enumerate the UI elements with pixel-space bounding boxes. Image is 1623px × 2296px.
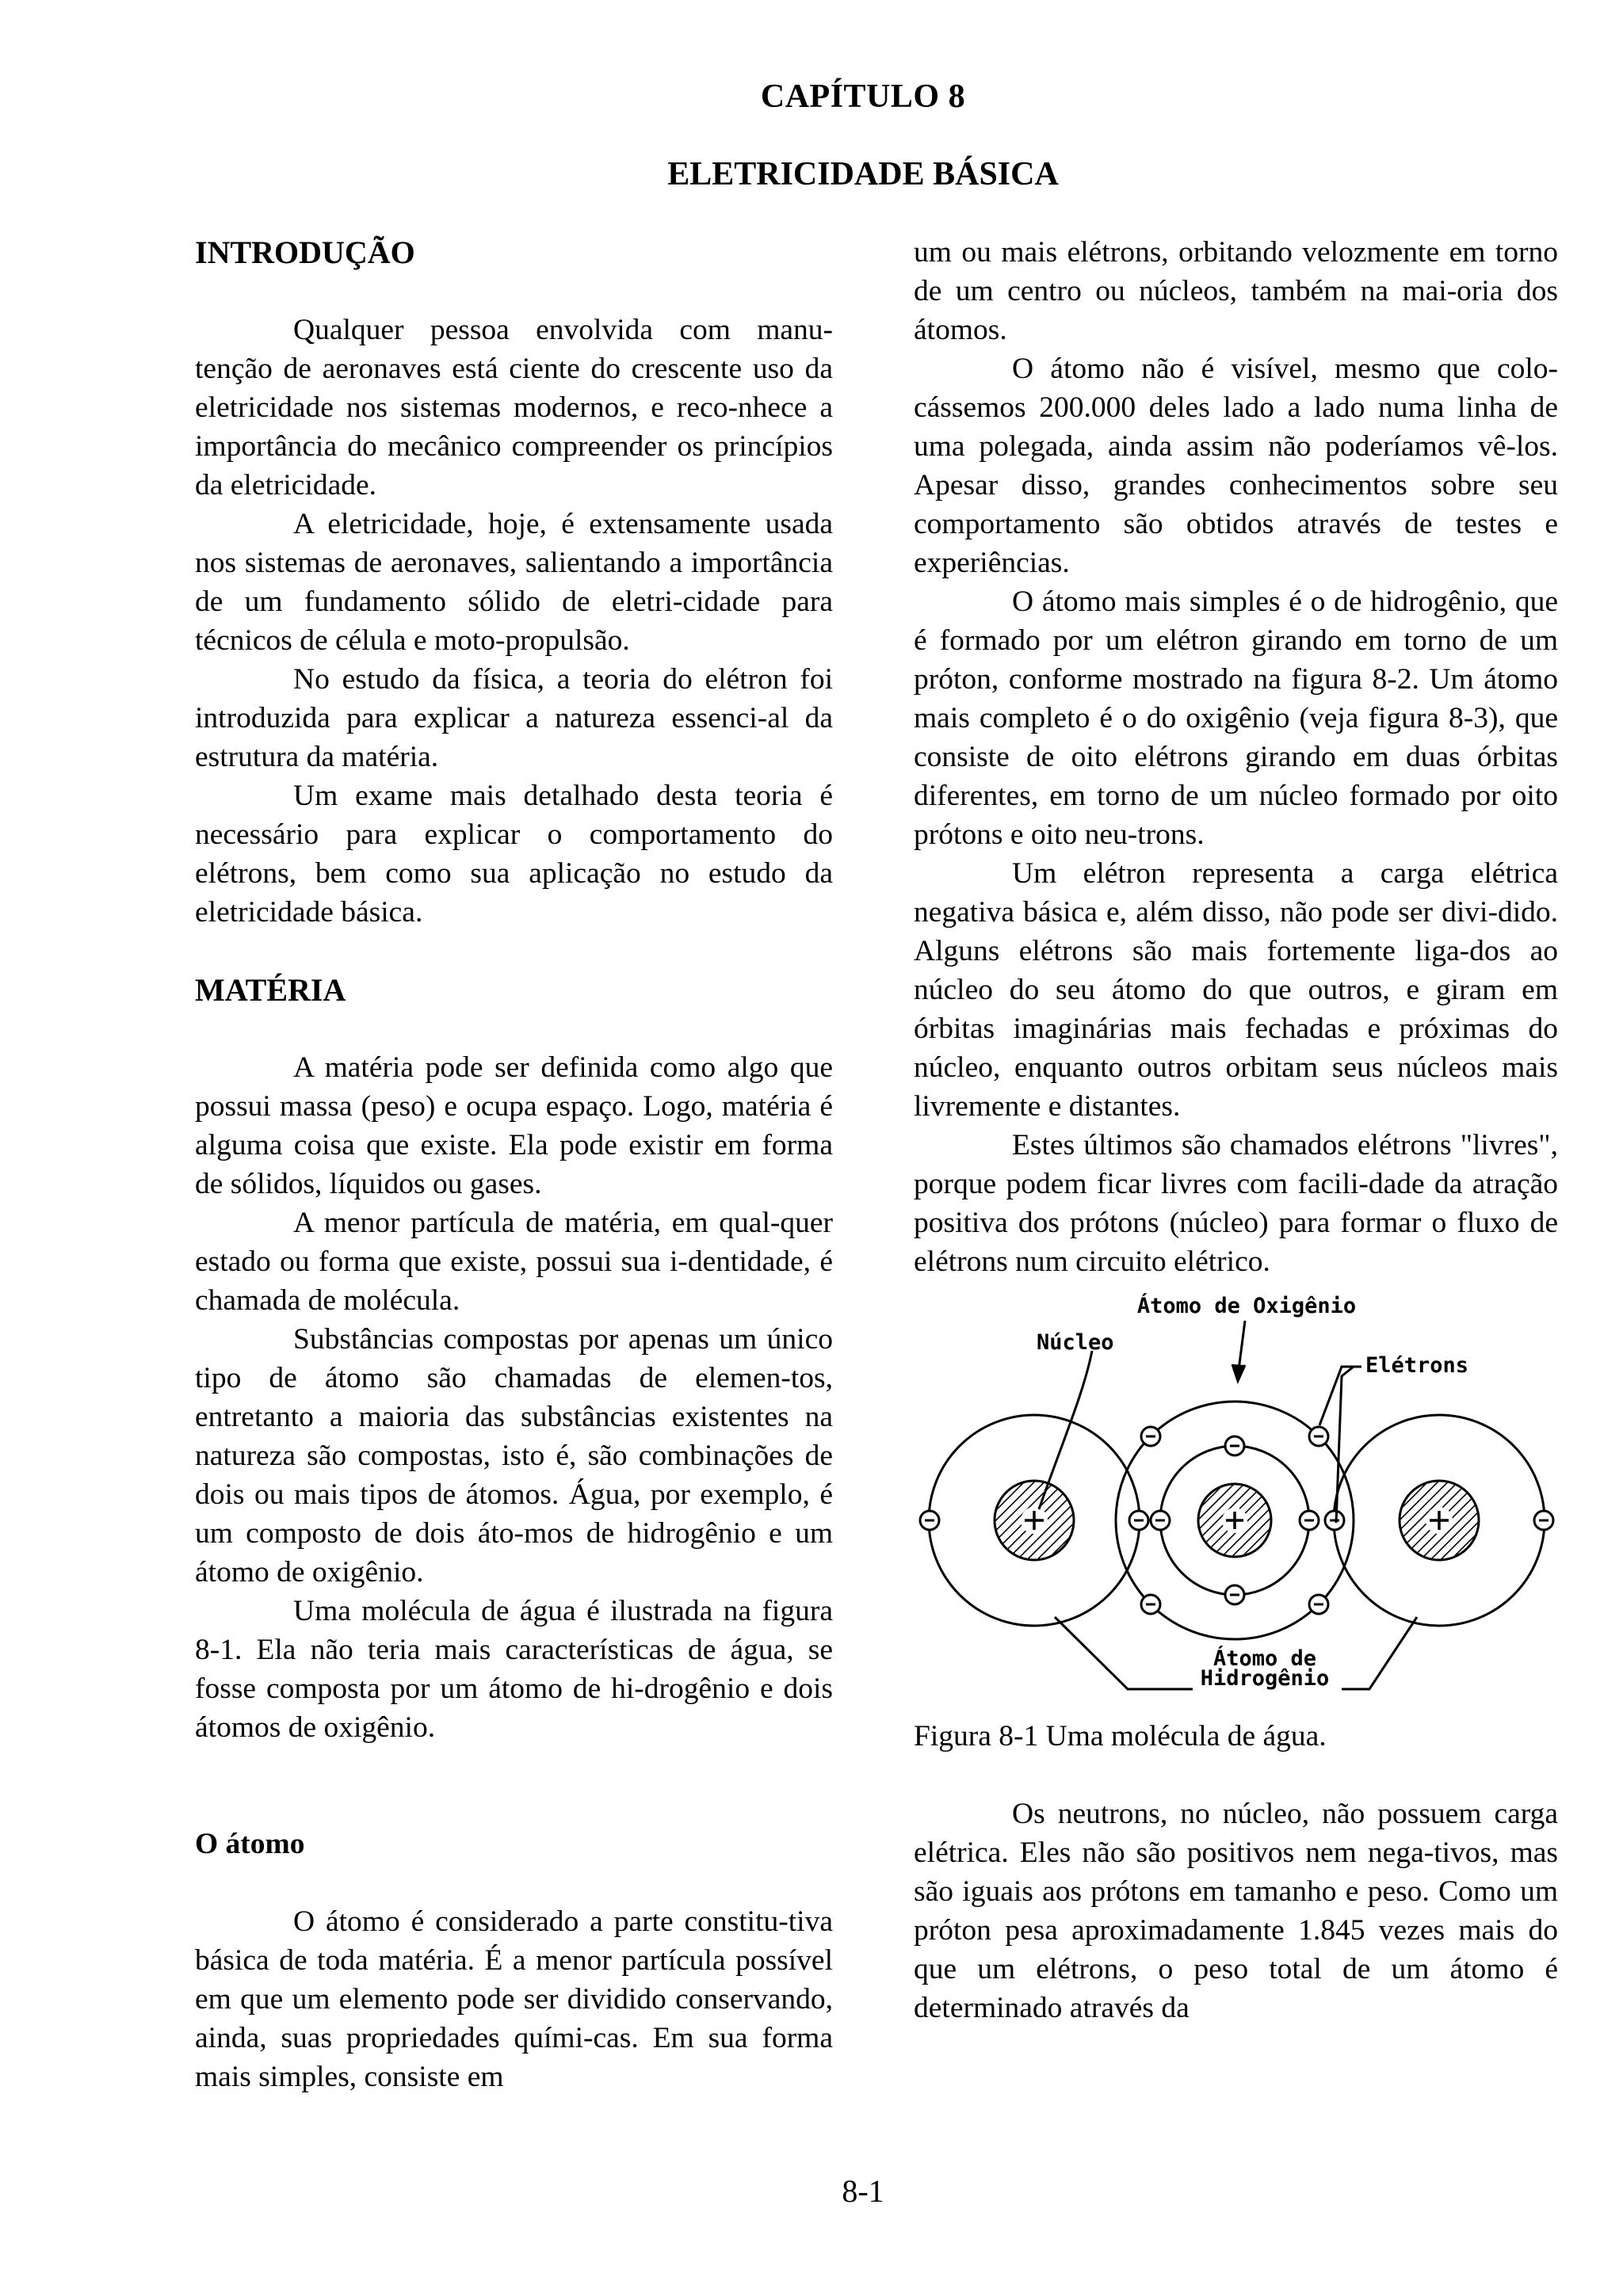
paragraph: Os neutrons, no núcleo, não possuem carga elétrica. Eles não são positivos nem nega-tivos, mas são iguais aos prótons em tamanho e peso. Como um próton pesa aproximadamente 1.845 vezes mais do que um elétrons, o peso total de um átomo é determinado através da: [914, 1798, 1558, 2024]
paragraph: A matéria pode ser definida como algo que possui massa (peso) e ocupa espaço. Logo, matéria é alguma coisa que existe. Ela pode existir em forma de sólidos, líquidos ou gases.: [195, 1051, 833, 1200]
water-molecule-diagram: [914, 1289, 1558, 1701]
electron: [1225, 1436, 1244, 1455]
hydrogen-atom-left: [920, 1415, 1148, 1626]
electron: [1325, 1511, 1344, 1530]
paragraph: Substâncias compostas por apenas um único tipo de átomo são chamadas de elemen-tos, entretanto a maioria das substâncias existentes na natureza são compostas, isto é, são combinações de dois ou mais tipos de átomos. Água, por exemplo, é um composto de dois áto-mos de hidrogênio e um átomo de oxigênio.: [195, 1323, 833, 1589]
section-heading-introducao: INTRODUÇÃO: [195, 235, 415, 270]
electron: [1129, 1511, 1148, 1530]
electron: [1141, 1427, 1160, 1446]
paragraph: O átomo é considerado a parte constitu-tiva básica de toda matéria. É a menor partícula possível em que um elemento pode ser dividido conservando, ainda, suas propriedades quími-cas. Em sua forma mais simples, consiste em: [195, 1905, 833, 2093]
figure-label-hydrogen-line1: Átomo de: [1212, 1646, 1317, 1671]
figure-label-nucleus: Núcleo: [1037, 1330, 1114, 1355]
paragraph: um ou mais elétrons, orbitando velozmente em torno de um centro ou núcleos, também na mai-oria dos átomos.: [914, 236, 1558, 346]
figure-label-electrons: Elétrons: [1365, 1353, 1469, 1378]
paragraph: Estes últimos são chamados elétrons "livres", porque podem ficar livres com facili-dade da atração positiva dos prótons (núcleo) para formar o fluxo de elétrons num circuito elétrico.: [914, 1129, 1558, 1278]
paragraph: Uma molécula de água é ilustrada na figura 8-1. Ela não teria mais características de água, se fosse composta por um átomo de hi-drogênio e dois átomos de oxigênio.: [195, 1595, 833, 1744]
oxygen-atom: [1116, 1402, 1354, 1639]
electron: [1151, 1511, 1170, 1530]
figure-caption: Figura 8-1 Uma molécula de água.: [914, 1720, 1327, 1753]
electron: [1225, 1585, 1244, 1604]
electron: [1309, 1595, 1328, 1614]
chapter-heading: CAPÍTULO 8: [760, 78, 966, 115]
paragraph: Um elétron representa a carga elétrica negativa básica e, além disso, não pode ser divi-dido. Alguns elétrons são mais fortemente liga-dos ao núcleo do seu átomo do que outros, e giram em órbitas imaginárias mais fechadas e próximas do núcleo, enquanto outros orbitam seus núcleos mais livremente e distantes.: [914, 857, 1558, 1123]
electron: [920, 1511, 939, 1530]
paragraph: Um exame mais detalhado desta teoria é necessário para explicar o comportamento do elétrons, bem como sua aplicação no estudo da eletricidade básica.: [195, 780, 833, 929]
hydrogen-atom-right: [1325, 1415, 1553, 1626]
figure-label-oxygen: Átomo de Oxigênio: [1136, 1294, 1357, 1318]
page-title: ELETRICIDADE BÁSICA: [667, 156, 1059, 193]
section-heading-atomo: O átomo: [195, 1828, 305, 1860]
figure-label-hydrogen-line2: Hidrogênio: [1200, 1666, 1330, 1691]
right-column: [914, 233, 1558, 2027]
electron: [1141, 1595, 1160, 1614]
water-molecule-figure: [914, 1289, 1558, 1701]
electron: [1300, 1511, 1319, 1530]
paragraph: O átomo mais simples é o de hidrogênio, que é formado por um elétron girando em torno de um próton, conforme mostrado na figura 8-2. Um átomo mais completo é o do oxigênio (veja figura 8-3), que consiste de oito elétrons girando em duas órbitas diferentes, em torno de um núcleo formado por oito prótons e oito neu-trons.: [914, 585, 1558, 851]
electron: [1309, 1427, 1328, 1446]
paragraph: Qualquer pessoa envolvida com manu-tenção de aeronaves está ciente do crescente uso da eletricidade nos sistemas modernos, e reco-nhece a importância do mecânico compreender os princípios da eletricidade.: [195, 314, 833, 502]
paragraph: No estudo da física, a teoria do elétron foi introduzida para explicar a natureza essenci-al da estrutura da matéria.: [195, 663, 833, 773]
page-number: 8-1: [842, 2173, 884, 2209]
electron: [1534, 1511, 1553, 1530]
section-heading-materia: MATÉRIA: [195, 972, 346, 1008]
paragraph: A menor partícula de matéria, em qual-quer estado ou forma que existe, possui sua i-dentidade, é chamada de molécula.: [195, 1207, 833, 1317]
paragraph: O átomo não é visível, mesmo que colo-cássemos 200.000 deles lado a lado numa linha de uma polegada, ainda assim não poderíamos vê-los. Apesar disso, grandes conhecimentos sobre seu comportamento são obtidos através de testes e experiências.: [914, 353, 1558, 579]
left-column: [195, 233, 833, 2096]
paragraph: A eletricidade, hoje, é extensamente usada nos sistemas de aeronaves, salientando a importância de um fundamento sólido de eletri-cidade para técnicos de célula e moto-propulsão.: [195, 508, 833, 657]
